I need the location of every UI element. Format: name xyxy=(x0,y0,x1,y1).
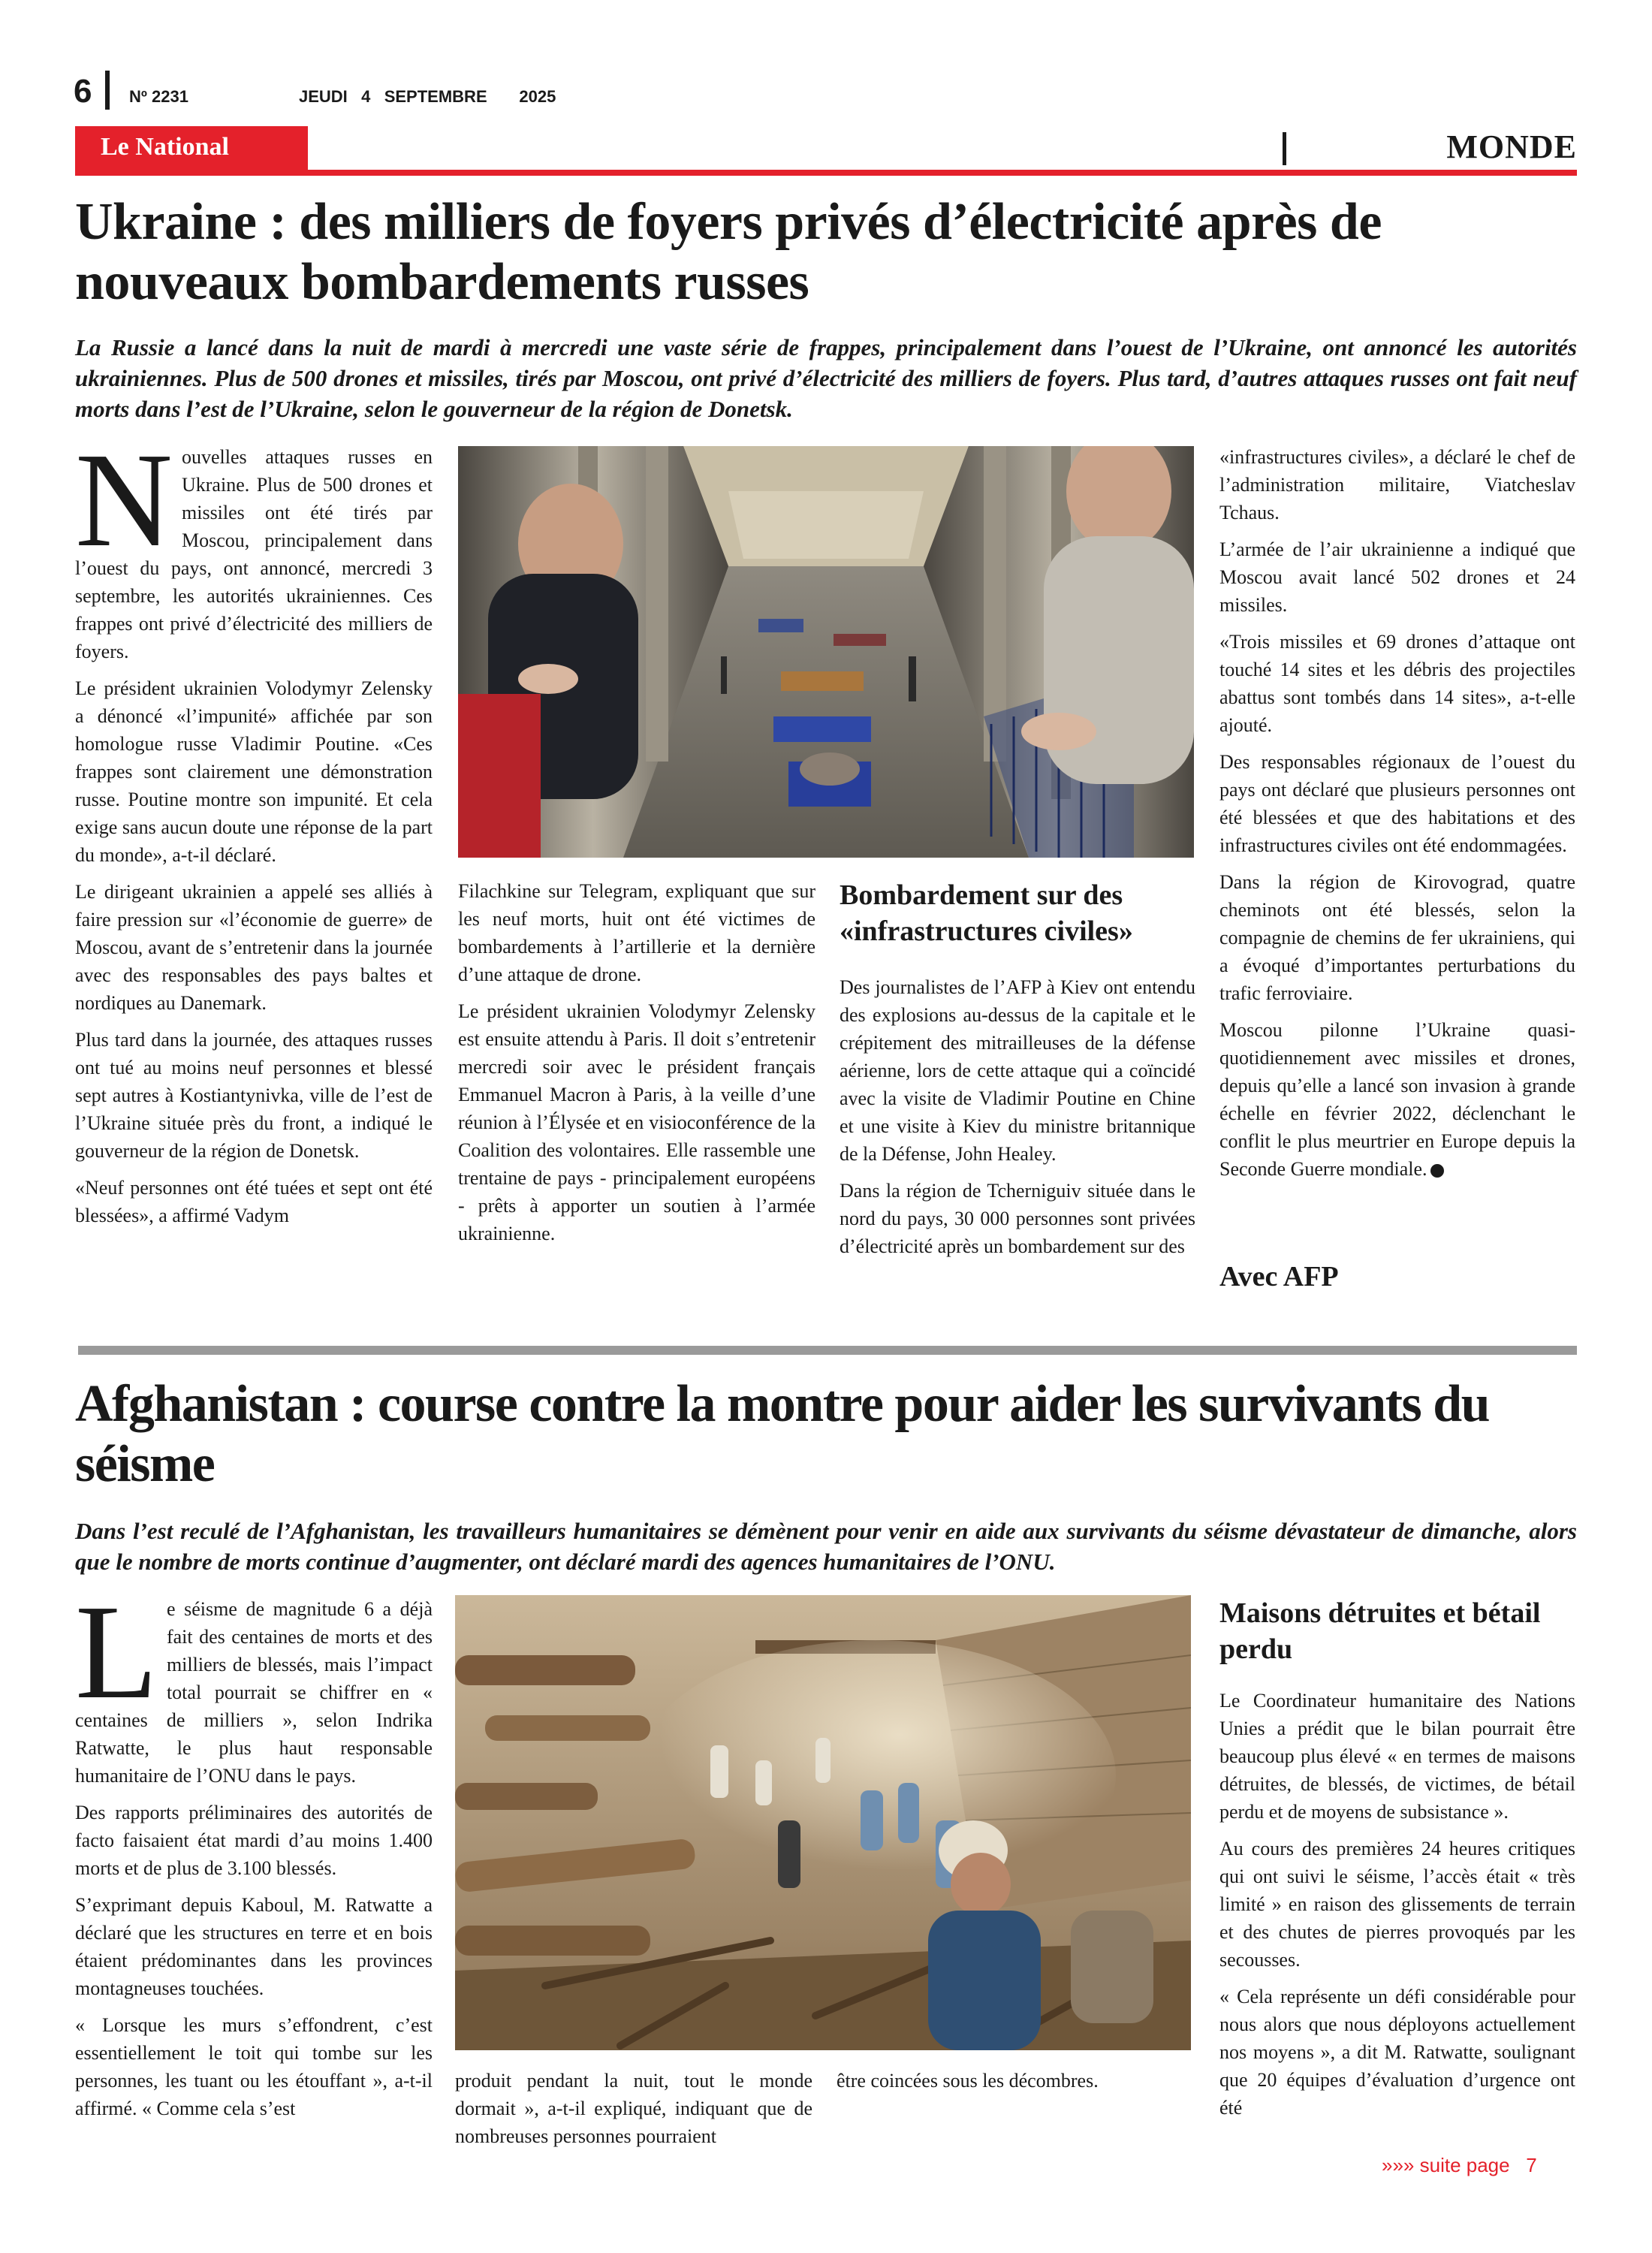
article1-paragraph: Plus tard dans la journée, des attaques russes ont tué au moins neuf personnes et blessé sept autres à Kostiantynivka, ville de l’est de l’Ukraine située près du front, a indiqué le gouverneur de la région de Donetsk. xyxy=(75,1029,433,1162)
article1-paragraph: Des responsables régionaux de l’ouest du pays ont déclaré que plusieurs personnes ont été blessées et que des habitations et des infrastructures civiles ont été endommagées. xyxy=(1219,751,1575,856)
article1-paragraph: Dans la région de Kirovograd, quatre cheminots ont été blessés, selon la compagnie de chemins de fer ukrainiens, qui a évoqué d’importantes perturbations du trafic ferroviaire. xyxy=(1219,871,1575,1004)
article1-paragraph: «infrastructures civiles», a déclaré le chef de l’administration militaire, Viatcheslav Tchaus. xyxy=(1219,446,1575,523)
end-of-article-icon xyxy=(1430,1164,1444,1178)
article2-paragraph: produit pendant la nuit, tout le monde dormait », a-t-il expliqué, indiquant que de nombreuses personnes pourraient xyxy=(455,2070,812,2147)
article2-paragraph: Des rapports préliminaires des autorités de facto faisaient état mardi d’au moins 1.400 morts et de plus de 3.100 blessés. xyxy=(75,1802,433,1879)
article1-paragraph: L’armée de l’air ukrainienne a indiqué que Moscou avait lancé 502 drones et 24 missiles. xyxy=(1219,538,1575,616)
section-divider xyxy=(1283,132,1286,165)
header-rule xyxy=(75,170,1577,176)
article2-column-4 xyxy=(1219,1687,1575,2131)
article2-photo-earthquake-rubble xyxy=(455,1595,1191,2050)
article2-paragraph: Le Coordinateur humanitaire des Nations Unies a prédit que le bilan pourrait être beaucoup plus élevé « en termes de maisons détruites, de blessés, de victimes, de bétail perdu et de moyens de subsistance ». xyxy=(1219,1690,1575,1823)
article2-paragraph: être coincées sous les décombres. xyxy=(837,2070,1099,2092)
article1-photo-metro-shelter xyxy=(458,446,1194,858)
brand-name: Le National xyxy=(101,133,229,161)
article1-paragraph: Le président ukrainien Volodymyr Zelensky est ensuite attendu à Paris. Il doit s’entretenir mercredi soir avec le président français Emmanuel Macron à Paris, à la veille d’une réunion à l’Élysée et en visioconférence de la Coalition des volontaires. Elle rassemble une trentaine de pays - principalement européens - prêts à apporter un soutien à l’armée ukrainienne. xyxy=(458,1000,815,1244)
article2-paragraph: « Lorsque les murs s’effondrent, c’est essentiellement le toit qui tombe sur les personnes, les tuant ou les étouffant », a-t-il affirmé. « Comme cela s’est xyxy=(75,2014,433,2119)
article1-paragraph: Filachkine sur Telegram, expliquant que sur les neuf morts, huit ont été victimes de bombardements à l’artillerie et la dernière d’une attaque de drone. xyxy=(458,880,815,985)
section-title: MONDE xyxy=(1446,128,1577,165)
article2-subhead: Maisons détruites et bétail perdu xyxy=(1219,1597,1541,1665)
article2-column-3 xyxy=(837,2067,1194,2104)
article1-signature: Avec AFP xyxy=(1219,1261,1339,1292)
article1-column-3 xyxy=(840,973,1195,1269)
article2-headline: Afghanistan : course contre la montre pour aider les survivants du séisme xyxy=(75,1375,1490,1493)
article2-paragraph: Au cours des premières 24 heures critiques qui ont suivi le séisme, l’accès était « très limité » en raison des glissements de terrain et des chutes de pierres provoqués par les secousses. xyxy=(1219,1838,1575,1971)
article1-paragraph: Des journalistes de l’AFP à Kiev ont entendu des explosions au-dessus de la capitale et le crépitement des mitrailleuses de la défense aérienne, lors de cette attaque qui a coïncidé avec la visite de Vladimir Poutine en Chine et une visite à Kiev du ministre britannique de la Défense, John Healey. xyxy=(840,976,1195,1165)
article-separator xyxy=(78,1346,1577,1355)
article1-column-4 xyxy=(1219,443,1575,1192)
article1-column-2 xyxy=(458,877,815,1256)
page-number-divider xyxy=(105,71,110,110)
article2-column-1 xyxy=(75,1577,433,2131)
article1-headline: Ukraine : des milliers de foyers privés d’électricité après de nouveaux bombardements russes xyxy=(75,193,1382,311)
article1-paragraph: ouvelles attaques russes en Ukraine. Plus de 500 drones et missiles ont été tirés par Moscou, principalement dans l’ouest du pays, ont annoncé, mercredi 3 septembre, les autorités ukrainiennes. Ces frappes ont privé d’électricité des milliers de foyers. xyxy=(75,446,433,662)
issue-number: Nº 2231 xyxy=(129,87,188,106)
article1-paragraph: «Trois missiles et 69 drones d’attaque ont touché 14 sites et les débris des projectiles abattus sont tombés dans 14 sites», a-t-elle ajouté. xyxy=(1219,631,1575,736)
article1-paragraph: Le dirigeant ukrainien a appelé ses alliés à faire pression sur «l’économie de guerre» de Moscou, avant de s’entretenir dans la journée avec des responsables des pays baltes et nordiques au Danemark. xyxy=(75,881,433,1014)
article2-paragraph: e séisme de magnitude 6 a déjà fait des centaines de morts et des milliers de blessés, mais l’impact total pourrait se chiffrer en « centaines de milliers », selon Indrika Ratwatte, le plus haut responsable humanitaire de l’ONU dans le pays. xyxy=(75,1598,433,1787)
article2-lead: Dans l’est reculé de l’Afghanistan, les travailleurs humanitaires se démènent pour venir en aide aux survivants du séisme dévastateur de dimanche, alors que le nombre de morts continue d’augmenter, ont déclaré mardi des agences humanitaires de l’ONU. xyxy=(75,1518,1577,1575)
article2-dropcap: L xyxy=(75,1577,158,1727)
article1-paragraph: Moscou pilonne l’Ukraine quasi-quotidiennement avec missiles et drones, depuis qu’elle a lancé son invasion à grande échelle en février 2022, déclenchant le conflit le plus meurtrier en Europe depuis la Seconde Guerre mondiale. xyxy=(1219,1019,1575,1180)
article1-paragraph: Le président ukrainien Volodymyr Zelensky a dénoncé «l’impunité» affichée par son homologue russe Vladimir Poutine. «Ces frappes sont clairement une démonstration russe. Poutine montre son impunité. Et cela exige sans aucun doute une réponse de la part du monde», a-t-il déclaré. xyxy=(75,677,433,866)
article1-paragraph: «Neuf personnes ont été tuées et sept ont été blessées», a affirmé Vadym xyxy=(75,1177,433,1226)
issue-date: JEUDI 4 SEPTEMBRE 2025 xyxy=(299,87,556,106)
continued-on-page-link[interactable]: »»» suite page 7 xyxy=(1382,2154,1537,2176)
article1-dropcap: N xyxy=(75,425,173,575)
article2-paragraph: S’exprimant depuis Kaboul, M. Ratwatte a déclaré que les structures en terre et en bois étaient prédominantes dans les provinces montagneuses touchées. xyxy=(75,1894,433,1999)
page-number: 6 xyxy=(74,73,92,110)
article1-column-1 xyxy=(75,425,433,1238)
article2-column-2 xyxy=(455,2067,812,2159)
article1-lead: La Russie a lancé dans la nuit de mardi à mercredi une vaste série de frappes, principalement dans l’ouest de l’Ukraine, ont annoncé les autorités ukrainiennes. Plus de 500 drones et missiles, tirés par Moscou, ont privé d’électricité des milliers de foyers. Plus tard, d’autres attaques russes ont fait neuf morts dans l’est de l’Ukraine, selon le gouverneur de la région de Donetsk. xyxy=(75,334,1577,422)
article1-subhead: Bombardement sur des «infrastructures civiles» xyxy=(840,879,1133,947)
article2-paragraph: « Cela représente un défi considérable pour nous alors que nous déployons actuellement nos moyens », a dit M. Ratwatte, soulignant que 20 équipes d’évaluation d’urgence ont été xyxy=(1219,1986,1575,2119)
article1-paragraph: Dans la région de Tcherniguiv située dans le nord du pays, 30 000 personnes sont privées d’électricité après un bombardement sur des xyxy=(840,1180,1195,1257)
